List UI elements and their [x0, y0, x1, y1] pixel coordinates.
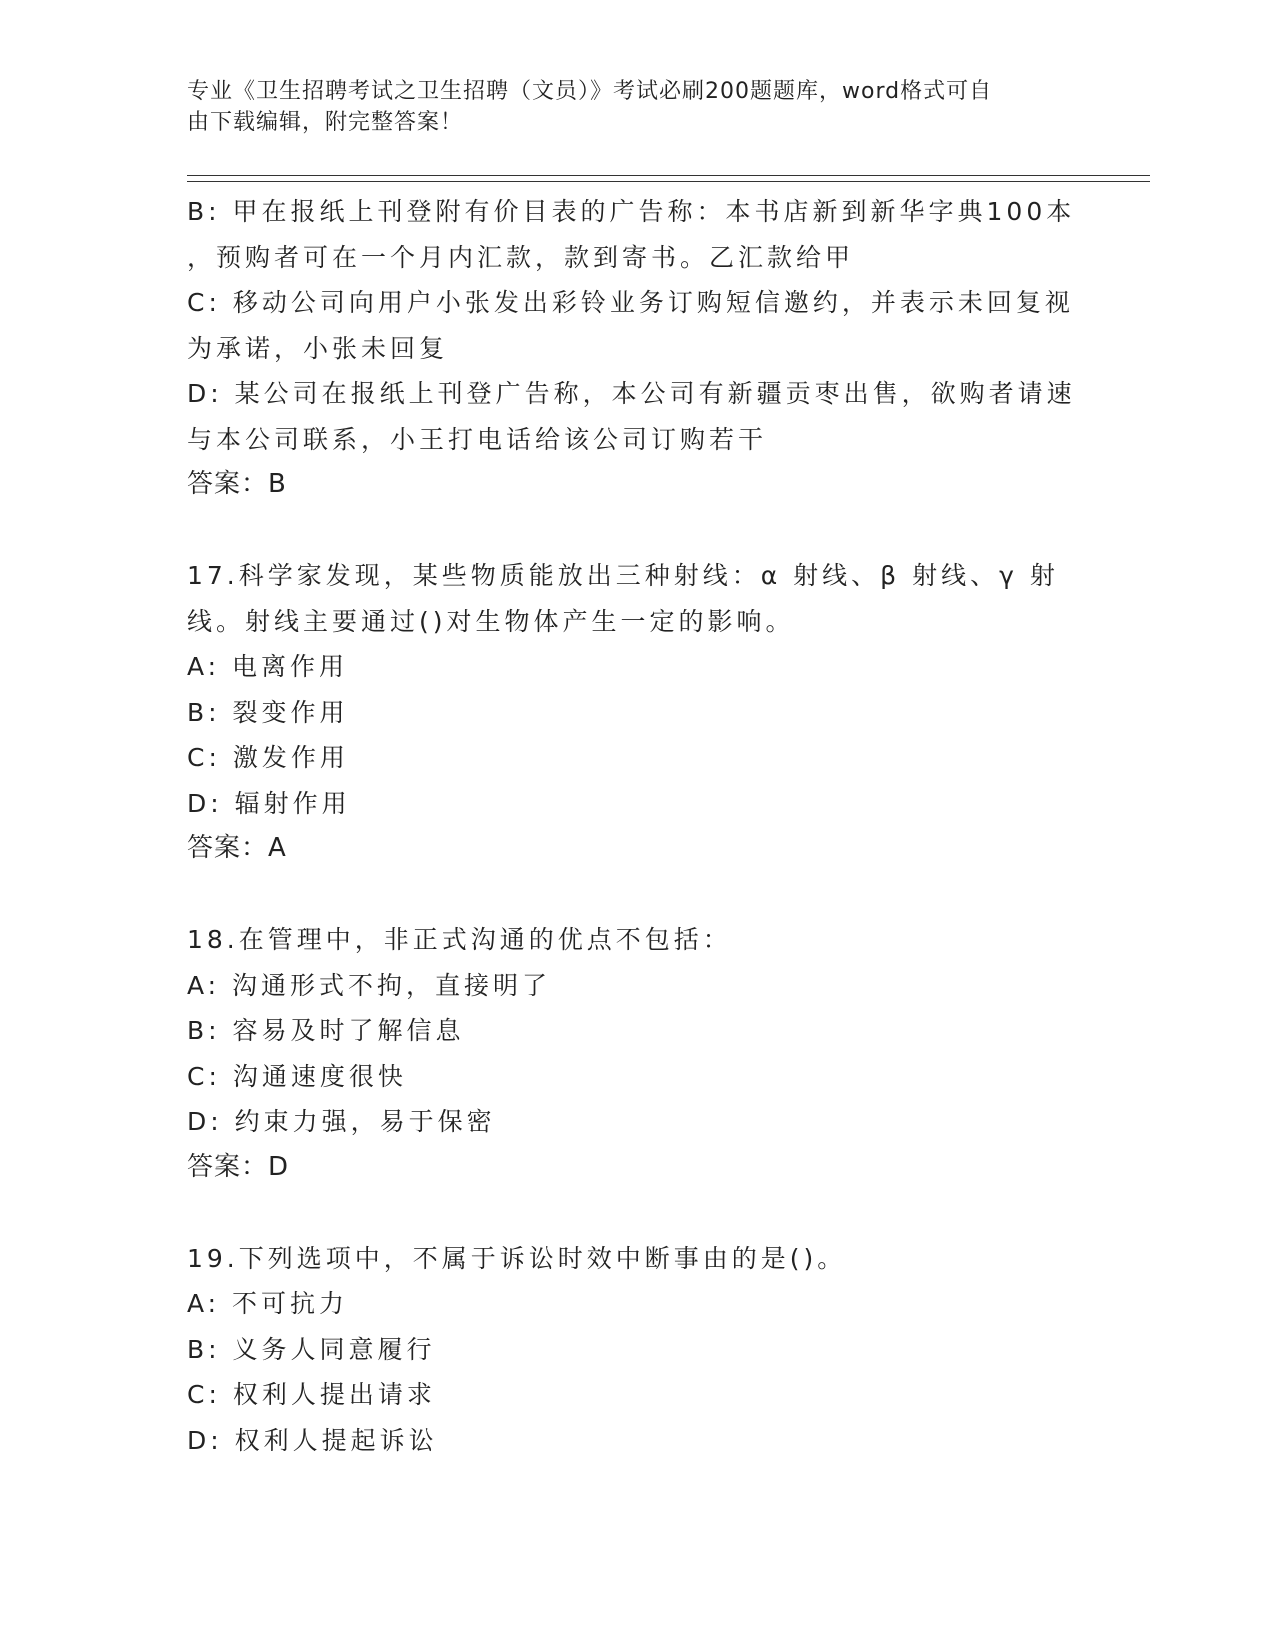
q17-option-a: A: 电离作用	[187, 652, 349, 681]
q18-answer: 答案：D	[187, 1151, 290, 1182]
q19-option-b: B: 义务人同意履行	[187, 1334, 436, 1364]
q19-stem: 19.下列选项中，不属于诉讼时效中断事由的是()。	[187, 1243, 847, 1273]
q18-stem: 18.在管理中，非正式沟通的优点不包括：	[187, 925, 732, 954]
q19-option-a: A: 不可抗力	[187, 1289, 349, 1318]
q19-option-d: D: 权利人提起诉讼	[187, 1425, 438, 1455]
header-title-line-2: 由下载编辑，附完整答案！	[187, 110, 464, 135]
q16-option-b-line-2: ，预购者可在一个月内汇款，款到寄书。乙汇款给甲	[187, 242, 855, 272]
question-17	[187, 553, 1087, 872]
q17-option-b: B: 裂变作用	[187, 697, 349, 727]
q17-option-d: D: 辐射作用	[187, 788, 351, 818]
q17-stem-line-2: 线。射线主要通过()对生物体产生一定的影响。	[187, 606, 795, 636]
header-divider-bottom	[187, 181, 1150, 182]
question-spacer	[187, 1190, 1087, 1236]
question-list	[187, 189, 1087, 1463]
q18-option-c: C: 沟通速度很快	[187, 1061, 407, 1091]
q18-option-d: D: 约束力强，易于保密	[187, 1107, 496, 1136]
question-19	[187, 1236, 1087, 1464]
q16-option-b-line-1: B: 甲在报纸上刊登附有价目表的广告称：本书店新到新华字典100本	[187, 197, 1076, 226]
q16-option-d-line-1: D: 某公司在报纸上刊登广告称，本公司有新疆贡枣出售，欲购者请速	[187, 379, 1076, 408]
q17-option-c: C: 激发作用	[187, 743, 349, 772]
header-divider-top	[187, 175, 1150, 176]
q17-stem-line-1: 17.科学家发现，某些物质能放出三种射线：α 射线、β 射线、γ 射	[187, 561, 1059, 590]
q16-answer: 答案：B	[187, 469, 287, 499]
document-header	[187, 76, 1087, 138]
q18-option-b: B: 容易及时了解信息	[187, 1016, 465, 1045]
question-spacer	[187, 508, 1087, 554]
q16-option-d-line-2: 与本公司联系，小王打电话给该公司订购若干	[187, 424, 768, 454]
q16-option-c-line-2: 为承诺，小张未回复	[187, 333, 449, 363]
q16-option-c-line-1: C: 移动公司向用户小张发出彩铃业务订购短信邀约，并表示未回复视	[187, 288, 1074, 317]
q19-option-c: C: 权利人提出请求	[187, 1380, 436, 1409]
question-spacer	[187, 872, 1087, 918]
question-16	[187, 189, 1087, 508]
question-18	[187, 917, 1087, 1190]
q18-option-a: A: 沟通形式不拘，直接明了	[187, 970, 552, 1000]
header-title-line-1: 专业《卫生招聘考试之卫生招聘（文员）》考试必刷200题题库，word格式可自	[187, 79, 993, 104]
q17-answer: 答案：A	[187, 833, 287, 863]
